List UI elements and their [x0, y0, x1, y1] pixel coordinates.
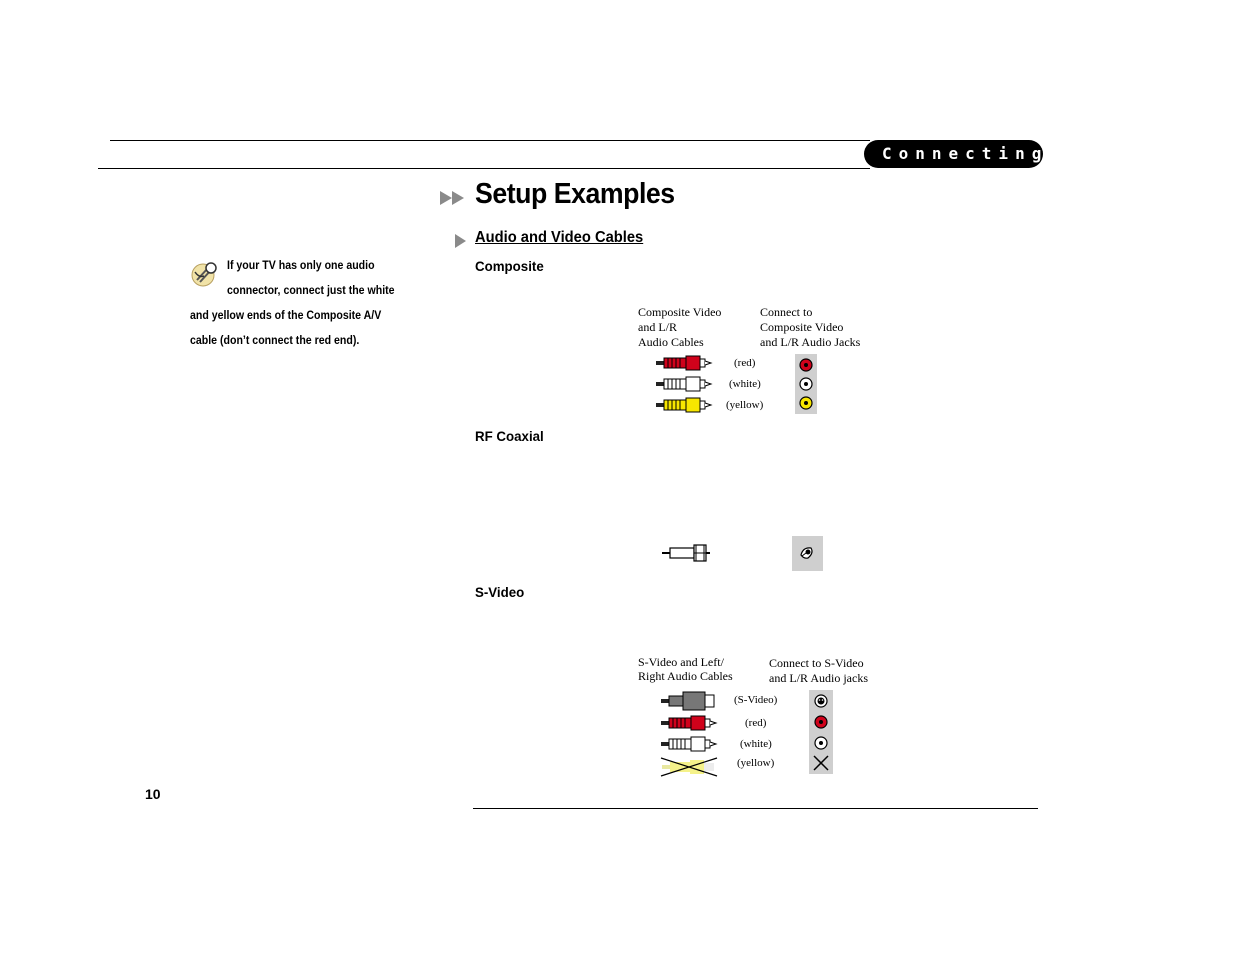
red-jack-icon: [798, 357, 814, 373]
svideo-jack-caption-1: Connect to S-Video: [769, 656, 864, 670]
page-subtitle: Audio and Video Cables: [475, 229, 644, 246]
composite-cable-caption-1: Composite Video: [638, 305, 722, 319]
yellow-jack-icon: [798, 395, 814, 411]
svideo-yellow-plug-crossed: [660, 757, 720, 777]
svideo-cable-caption-1: S-Video and Left/: [638, 655, 724, 669]
tip-line-4: cable (don’t connect the red end).: [190, 335, 360, 347]
svideo-white-jack-icon: [813, 735, 829, 751]
svideo-label-white: (white): [740, 738, 772, 750]
crossed-jack-icon: [813, 755, 829, 771]
coax-plug: [662, 543, 712, 563]
svideo-label-yellow: (yellow): [737, 757, 775, 769]
composite-label-yellow: (yellow): [726, 399, 764, 411]
header-rule-bottom: [98, 168, 870, 169]
arrow-icon: [455, 234, 467, 248]
svideo-jack-caption-2: and L/R Audio jacks: [769, 671, 868, 685]
section-tab: Connecting: [864, 140, 1043, 168]
composite-jack-caption-1: Connect to: [760, 305, 813, 319]
header-rule-top: [110, 140, 870, 141]
composite-cable-caption-2: and L/R: [638, 320, 677, 334]
svideo-plug: [661, 691, 719, 711]
coax-jack-icon: [798, 544, 816, 562]
red-rca-plug: [656, 355, 714, 371]
tip-line-1: If your TV has only one audio: [227, 260, 375, 272]
rf-heading: RF Coaxial: [475, 428, 544, 444]
composite-heading: Composite: [475, 258, 544, 274]
composite-jack-caption-2: Composite Video: [760, 320, 844, 334]
svideo-jack-icon: [813, 693, 829, 709]
svideo-heading: S-Video: [475, 584, 525, 600]
white-rca-plug: [656, 376, 714, 392]
composite-label-red: (red): [734, 357, 756, 369]
svideo-white-rca-plug: [661, 736, 719, 752]
composite-label-white: (white): [729, 378, 761, 390]
svideo-red-jack-icon: [813, 714, 829, 730]
svideo-cable-caption-2: Right Audio Cables: [638, 669, 733, 683]
page-number: 10: [145, 786, 161, 802]
svideo-label-svideo: (S-Video): [734, 694, 778, 706]
yellow-rca-plug: [656, 397, 714, 413]
white-jack-icon: [798, 376, 814, 392]
double-arrow-icon: [440, 190, 466, 206]
composite-cable-caption-3: Audio Cables: [638, 335, 704, 349]
svideo-label-red: (red): [745, 717, 767, 729]
tip-line-2: connector, connect just the white: [227, 285, 395, 297]
composite-jack-caption-3: and L/R Audio Jacks: [760, 335, 861, 349]
tip-icon: [190, 260, 220, 288]
tip-line-3: and yellow ends of the Composite A/V: [190, 310, 382, 322]
footer-rule: [473, 808, 1038, 809]
page-title: Setup Examples: [475, 178, 675, 210]
svideo-red-rca-plug: [661, 715, 719, 731]
